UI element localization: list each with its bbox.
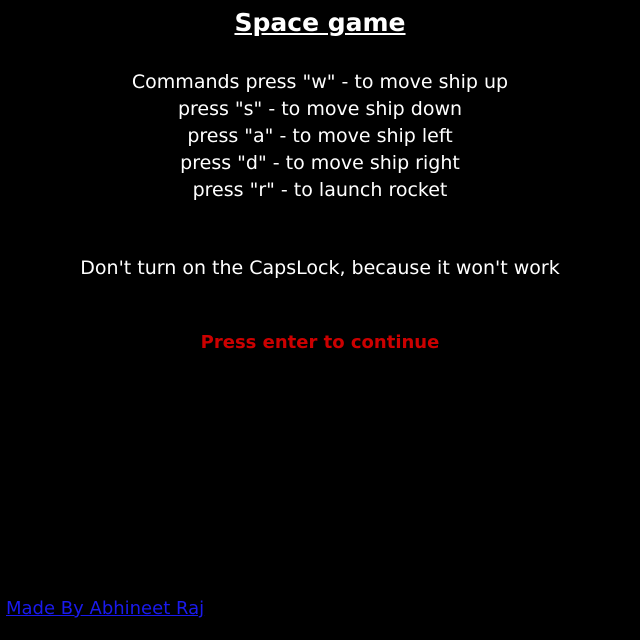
- page-title: Space game: [234, 8, 406, 37]
- command-line: press "s" - to move ship down: [177, 98, 463, 120]
- capslock-warning: Don't turn on the CapsLock, because it won't work: [80, 257, 560, 279]
- command-line: press "d" - to move ship right: [180, 152, 460, 174]
- press-enter-prompt: Press enter to continue: [200, 332, 440, 353]
- command-line: press "r" - to launch rocket: [192, 179, 448, 201]
- commands-block: [0, 69, 640, 204]
- command-line: Commands press "w" - to move ship up: [131, 71, 509, 93]
- command-line: press "a" - to move ship left: [187, 125, 453, 147]
- credit-link[interactable]: Made By Abhineet Raj: [6, 598, 205, 619]
